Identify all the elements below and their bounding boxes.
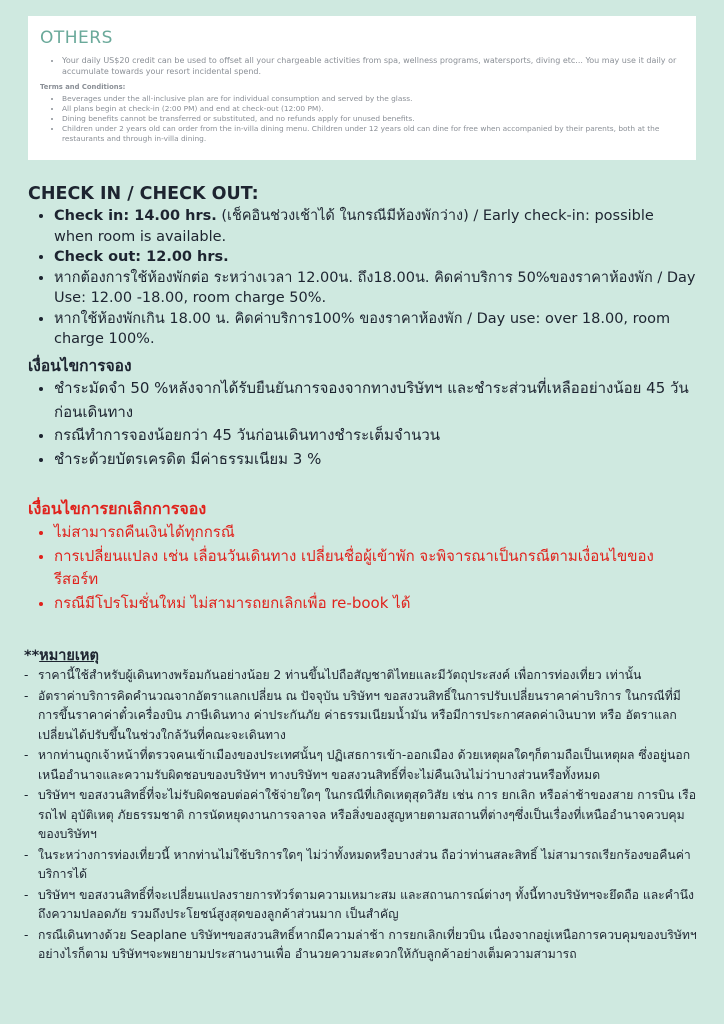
- terms-item: • Dining benefits cannot be transferred or substituted, and no refunds apply for unused benefits.: [62, 114, 684, 124]
- note-item: [24, 786, 700, 845]
- note-text: ในระหว่างการท่องเที่ยวนี้ หากท่านไม่ใช้บริการใดๆ ไม่ว่าทั้งหมดหรือบางส่วน ถือว่าท่านสละสิทธิ์ ไม่สามารถเรียกร้องขอคืนค่าบริการได้: [38, 847, 691, 881]
- terms-item: • Children under 2 years old can order from the in-villa dining menu. Children under 12 years old can dine for free when accompanied by their parents, both at the restaurants and through in-villa dining.: [62, 124, 684, 144]
- booking-item: • ชำระด้วยบัตรเครดิต มีค่าธรรมเนียม 3 %: [54, 448, 696, 472]
- note-text: หากท่านถูกเจ้าหน้าที่ตรวจคนเข้าเมืองของประเทศนั้นๆ ปฏิเสธการเข้า-ออกเมือง ด้วยเหตุผลใดๆก็ตามถือเป็นเหตุผล ซึ่งอยู่นอกเหนืออำนาจและความรับผิดชอบของบริษัทฯ ทางบริษัทฯ ขอสงวนสิทธิ์ที่จะไม่คืนเงินไม่ว่าบางส่วนหรือทั้งหมด: [38, 748, 691, 782]
- late-use-item: • หากใช้ห้องพักเกิน 18.00 น. คิดค่าบริการ100% ของราคาห้องพัก / Day use: over 18.00, room charge 100%.: [54, 309, 696, 350]
- booking-heading: เงื่อนไขการจอง: [28, 357, 132, 375]
- notes-title: [24, 646, 700, 666]
- others-title: OTHERS: [40, 28, 113, 48]
- checkout-time: Check out: 12.00 hrs.: [54, 249, 229, 265]
- booking-item: • กรณีทำการจองน้อยกว่า 45 วันก่อนเดินทางชำระเต็มจำนวน: [54, 424, 696, 448]
- cancel-item: • กรณีมีโปรโมชั่นใหม่ ไม่สามารถยกเลิกเพื่อ re-book ได้: [54, 592, 696, 616]
- booking-section: [28, 355, 696, 471]
- cancel-list: [28, 521, 696, 615]
- terms-label: Terms and Conditions:: [40, 83, 126, 91]
- note-text: บริษัทฯ ขอสงวนสิทธิ์ที่จะไม่รับผิดชอบต่อค่าใช้จ่ายใดๆ ในกรณีที่เกิดเหตุสุดวิสัย เช่น การ ยกเลิก หรือล่าช้าของสาย การบิน เรือ รถไฟ อุบัติเหตุ ภัยธรรมชาติ การนัดหยุดงานการจลาจล หรือสิ่งของสูญหายตามสถานที่ต่างๆซึ่งเป็นเรื่องที่เหนืออำนาจควบคุมของบริษัทฯ: [38, 788, 697, 841]
- booking-item: • ชำระมัดจำ 50 %หลังจากได้รับยืนยันการจองจากทางบริษัทฯ และชำระส่วนที่เหลืออย่างน้อย 45 วันก่อนเดินทาง: [54, 377, 696, 424]
- cancel-heading: เงื่อนไขการยกเลิกการจอง: [28, 499, 207, 518]
- note-dash: -: [24, 788, 29, 802]
- checkin-note: (เช็คอินช่วงเช้าได้ ในกรณีมีห้องพักว่าง) / Early check-in: possible when room is available.: [54, 208, 654, 245]
- checkin-heading: CHECK IN / CHECK OUT:: [28, 184, 259, 204]
- note-dash: -: [24, 668, 29, 682]
- terms-list: [40, 94, 684, 144]
- notes-prefix: **: [24, 648, 40, 664]
- note-item: [24, 886, 700, 925]
- note-text: บริษัทฯ ขอสงวนสิทธิ์ที่จะเปลี่ยนแปลงรายการทัวร์ตามความเหมาะสม และสถานการณ์ต่างๆ ทั้งนี้ทางบริษัทฯจะยึดถือ และคำนึงถึงความปลอดภัย รวมถึงประโยชน์สูงสุดของลูกค้าส่วนมาก เป็นสำคัญ: [38, 887, 694, 921]
- terms-item: • All plans begin at check-in (2:00 PM) and end at check-out (12:00 PM).: [62, 104, 684, 114]
- note-dash: -: [24, 887, 29, 902]
- notes-title-text: หมายเหตุ: [39, 648, 99, 664]
- note-text: กรณีเดินทางด้วย Seaplane บริษัทฯขอสงวนสิทธิ์หากมีความล่าช้า การยกเลิกเที่ยวบิน เนื่องจากอยู่เหนือการควบคุมของบริษัทฯ อย่างไรก็ตาม บริษัทฯจะพยายามประสานงานเพื่อ อำนวยความสะดวกให้กับลูกค้าอย่างเต็มความสามารถ: [38, 927, 697, 961]
- credit-list: [40, 55, 684, 77]
- note-dash: -: [24, 688, 29, 703]
- day-use-item: • หากต้องการใช้ห้องพักต่อ ระหว่างเวลา 12.00น. ถึง18.00น. คิดค่าบริการ 50%ของราคาห้องพัก / Day Use: 12.00 -18.00, room charge 50%.: [54, 268, 696, 309]
- note-text: ราคานี้ใช้สำหรับผู้เดินทางพร้อมกันอย่างน้อย 2 ท่านขึ้นไปถือสัญชาติไทยและมีวัตถุประสงค์ เพื่อการท่องเที่ยว เท่านั้น: [38, 668, 642, 682]
- checkout-item: [54, 247, 696, 268]
- checkin-section: [28, 182, 696, 350]
- note-item: [24, 926, 700, 965]
- cancel-section: [28, 497, 696, 615]
- note-dash: -: [24, 748, 29, 762]
- checkin-time: Check in: 14.00 hrs.: [54, 208, 217, 224]
- note-item: [24, 746, 700, 785]
- booking-list: [28, 377, 696, 471]
- terms-item: • Beverages under the all-inclusive plan are for individual consumption and served by the glass.: [62, 94, 684, 104]
- checkin-item: [54, 206, 696, 247]
- note-dash: -: [24, 847, 29, 862]
- cancel-item: • ไม่สามารถคืนเงินได้ทุกกรณี: [54, 521, 696, 545]
- note-item: [24, 846, 700, 885]
- note-text: อัตราค่าบริการคิดคำนวณจากอัตราแลกเปลี่ยน ณ ปัจจุบัน บริษัทฯ ขอสงวนสิทธิ์ในการปรับเปลี่ยนราคาค่าบริการ ในกรณีที่มีการขึ้นราคาค่าตั๋วเครื่องบิน ภาษีเดินทาง ค่าประกันภัย ค่าธรรมเนียมน้ำมัน หรือมีการประกาศลดค่าเงินบาท หรือ อัตราแลกเปลี่ยนได้ปรับขึ้นในช่วงใกล้วันที่คณะจะเดินทาง: [38, 688, 681, 742]
- note-item: [24, 666, 700, 686]
- notes-section: [24, 646, 700, 965]
- note-dash: -: [24, 927, 29, 942]
- checkin-list: [28, 206, 696, 350]
- note-item: [24, 687, 700, 746]
- cancel-item: • การเปลี่ยนแปลง เช่น เลื่อนวันเดินทาง เปลี่ยนชื่อผู้เข้าพัก จะพิจารณาเป็นกรณีตามเงื่อนไขของรีสอร์ท: [54, 545, 696, 592]
- others-card: [28, 16, 696, 160]
- credit-item: • Your daily US$20 credit can be used to offset all your chargeable activities from spa, wellness programs, watersports, diving etc... You may use it daily or accumulate towards your resort incidental spend.: [62, 55, 684, 77]
